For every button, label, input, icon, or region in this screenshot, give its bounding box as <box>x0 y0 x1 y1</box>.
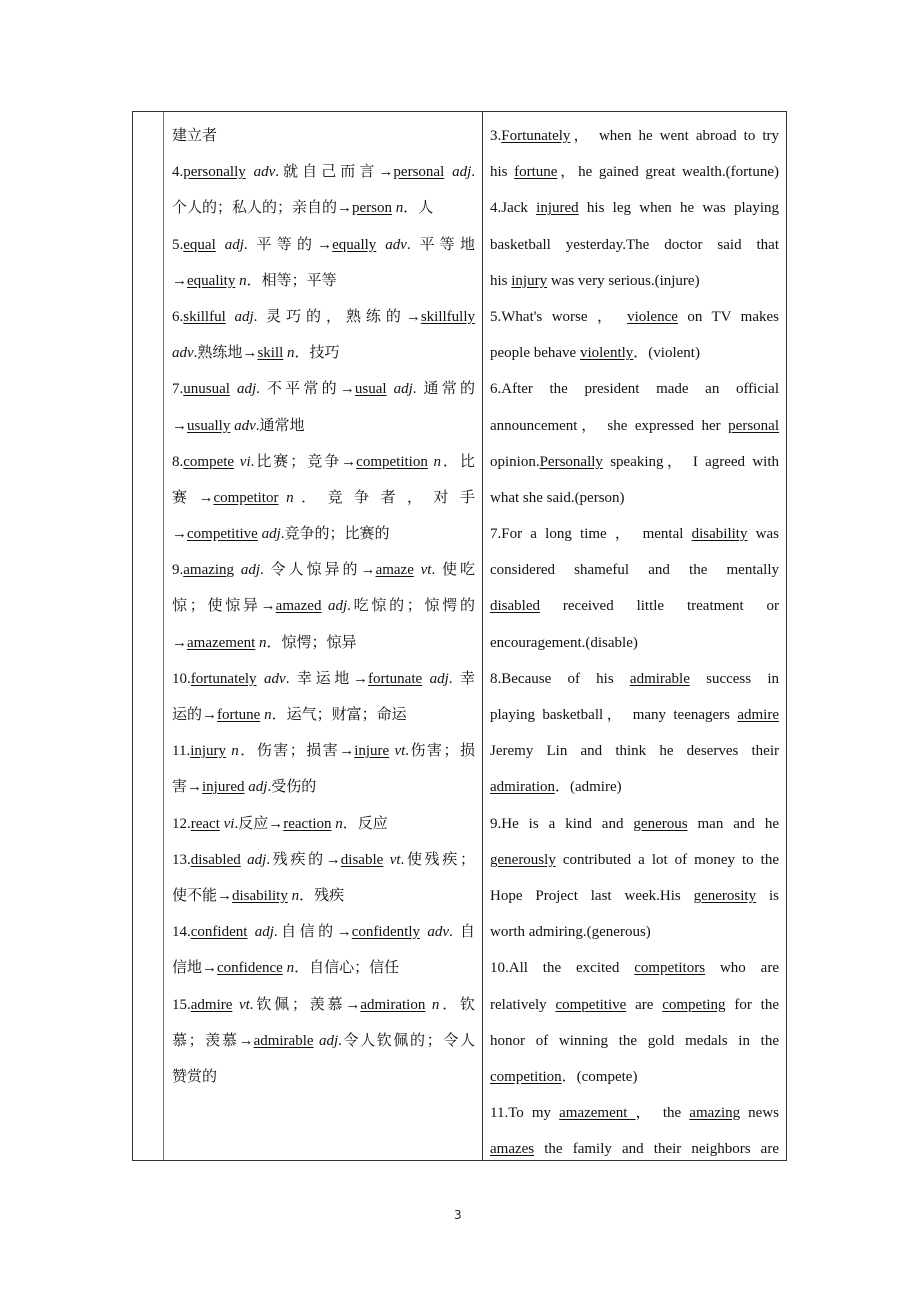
part-of-speech: adj <box>327 598 348 615</box>
text-segment <box>216 237 225 253</box>
text-segment: 11.To my <box>490 1105 560 1122</box>
part-of-speech: n <box>264 707 272 723</box>
part-of-speech: adj <box>393 381 413 398</box>
part-of-speech: adv <box>264 670 286 687</box>
text-line <box>490 371 779 407</box>
text-segment: 建立者 <box>172 128 218 144</box>
text-segment: was very serious.(injure) <box>547 272 700 289</box>
text-line <box>172 516 475 552</box>
text-line <box>172 190 475 226</box>
text-segment: .吃惊的；惊愕的 <box>347 598 475 615</box>
answer-word: personal <box>728 417 779 434</box>
text-segment: 10. <box>172 670 191 687</box>
text-line <box>490 842 779 878</box>
text-segment: relatively <box>490 996 556 1013</box>
part-of-speech: n <box>259 634 267 651</box>
text-segment: Hope Project last week.His <box>490 887 694 904</box>
answer-word: violence <box>627 308 678 325</box>
text-segment <box>234 562 241 578</box>
text-segment: success in <box>689 670 779 687</box>
text-segment: ．(admire) <box>554 779 622 796</box>
answer-word: Fortunately <box>501 128 571 144</box>
text-segment: .令人钦佩的；令人 <box>338 1032 475 1049</box>
text-line <box>490 1059 779 1095</box>
text-segment: ，he gained great wealth.(fortune) <box>557 164 779 181</box>
text-segment: . 幸 <box>448 670 475 687</box>
text-segment: ， when he went abroad to try <box>570 128 779 144</box>
text-segment <box>376 237 385 253</box>
text-segment: 12. <box>172 815 191 832</box>
answer-word: fortune <box>217 707 261 723</box>
answer-word: competing <box>662 996 726 1013</box>
text-line <box>490 1023 779 1059</box>
text-line <box>490 263 779 299</box>
part-of-speech: vt <box>238 996 250 1013</box>
text-segment: for the <box>725 996 779 1013</box>
text-line <box>172 769 475 805</box>
answer-word: disabled <box>190 851 241 868</box>
text-segment: ， the <box>635 1105 690 1122</box>
text-line <box>490 806 779 842</box>
answer-word: equally <box>332 236 377 253</box>
part-of-speech: n <box>431 996 440 1013</box>
answer-word: generous <box>633 815 688 832</box>
part-of-speech: adj <box>248 779 268 796</box>
text-line <box>490 118 779 154</box>
text-segment: ．技巧 <box>294 345 340 362</box>
answer-word: generosity <box>693 887 757 904</box>
text-segment: 6. <box>172 308 184 325</box>
text-segment: considered shameful and the mentally <box>490 562 779 579</box>
text-segment: → <box>172 272 187 289</box>
answer-word: personally <box>183 164 246 181</box>
answer-word: skillful <box>183 308 226 325</box>
part-of-speech: vi <box>239 453 251 470</box>
text-segment: on TV makes <box>677 308 779 325</box>
text-segment: ． 竞 争 者 ， 对 手 <box>293 489 475 506</box>
text-line <box>172 733 475 769</box>
answer-word: amazement <box>187 634 256 651</box>
text-segment: 3. <box>490 128 502 144</box>
text-segment: opinion. <box>490 453 540 470</box>
answer-word: Personally <box>539 453 603 470</box>
part-of-speech: n <box>287 345 295 362</box>
text-segment: .伤害；损 <box>405 743 475 760</box>
text-line <box>172 806 475 842</box>
text-segment: received little treatment or <box>540 598 779 615</box>
text-segment: ．反应 <box>342 815 388 832</box>
part-of-speech: adv <box>427 924 449 941</box>
answer-word: competitors <box>634 960 706 977</box>
text-segment: ．伤害；损害→ <box>238 743 355 760</box>
part-of-speech: n <box>286 960 295 977</box>
answer-word: confidence <box>217 960 283 977</box>
answer-word: competition <box>490 1068 562 1085</box>
text-segment: .通常地 <box>255 417 305 434</box>
answer-word: admirable <box>253 1032 314 1049</box>
text-segment: ．运气；财富；命运 <box>271 707 407 723</box>
answer-word: injure <box>354 743 390 760</box>
text-line <box>490 661 779 697</box>
text-segment: Jeremy Lin and think he deserves their <box>490 743 779 760</box>
text-segment: .钦佩；羡慕→ <box>249 996 361 1013</box>
answer-word: injury <box>190 743 227 760</box>
part-of-speech: n <box>286 489 294 506</box>
answer-word: personal <box>393 164 445 181</box>
text-line <box>490 1095 779 1131</box>
answer-word: injury <box>511 272 548 289</box>
text-segment: 4.Jack <box>490 200 537 217</box>
text-segment: → <box>172 526 187 543</box>
text-segment: 7. <box>172 381 184 398</box>
text-segment: → <box>172 634 187 651</box>
answer-word: skill <box>257 345 284 362</box>
part-of-speech: adj <box>429 670 449 687</box>
part-of-speech: adj <box>224 236 244 253</box>
text-line <box>172 914 475 950</box>
part-of-speech: n <box>239 272 247 289</box>
text-segment: .受伤的 <box>267 779 317 796</box>
text-segment: 14. <box>172 924 191 941</box>
part-of-speech: adj <box>240 562 260 579</box>
answer-word: amazed <box>275 598 322 615</box>
answer-word: disabled <box>490 598 540 615</box>
answer-word: violently <box>579 345 634 362</box>
text-line <box>490 625 779 661</box>
text-segment: ．残疾 <box>299 887 345 904</box>
text-segment: . 不平常的→ <box>256 381 355 398</box>
text-segment <box>422 671 429 687</box>
part-of-speech: n <box>335 815 343 832</box>
text-segment: basketball yesterday.The doctor said that <box>490 236 779 253</box>
text-segment: ．相等；平等 <box>246 272 337 289</box>
text-segment: 9.He is a kind and <box>490 815 634 832</box>
text-segment: . 令人惊异的→ <box>260 562 376 579</box>
part-of-speech: adv <box>234 417 256 434</box>
text-segment: 13. <box>172 851 191 868</box>
part-of-speech: adv <box>385 236 407 253</box>
part-of-speech: adj <box>236 381 257 398</box>
exercise-sentences-column <box>483 112 786 1160</box>
text-line <box>490 588 779 624</box>
answer-word: usual <box>354 381 387 398</box>
part-of-speech: vt <box>420 562 432 579</box>
answer-word: competitor <box>213 489 279 506</box>
text-segment: 8.Because of his <box>490 670 630 687</box>
text-segment: .反应→ <box>234 815 284 832</box>
text-line <box>172 878 475 914</box>
text-segment: .残疾的→ <box>266 851 341 868</box>
part-of-speech: adj <box>234 308 254 325</box>
text-segment: the family and their neighbors are <box>534 1141 779 1158</box>
part-of-speech: vi <box>223 815 235 832</box>
part-of-speech: adj <box>318 1032 339 1049</box>
part-of-speech: adj <box>452 164 472 181</box>
text-segment: his <box>490 164 515 181</box>
text-segment <box>247 924 254 940</box>
part-of-speech: n <box>291 887 300 904</box>
text-segment: ．惊愕；惊异 <box>266 634 357 651</box>
part-of-speech: n <box>231 743 239 760</box>
answer-word: admiration <box>490 779 555 796</box>
text-segment: . 通常的 <box>412 381 475 398</box>
answer-word: person <box>352 200 393 217</box>
text-line <box>490 769 779 805</box>
text-segment: . 幸运地→ <box>285 670 369 687</box>
text-line <box>172 299 475 335</box>
text-segment: 运的→ <box>172 707 218 723</box>
text-line <box>490 1131 779 1167</box>
text-line <box>172 371 475 407</box>
text-segment: .就自己而言→ <box>275 164 394 181</box>
text-segment: 11. <box>172 743 191 760</box>
text-segment: .使残疾； <box>400 851 475 868</box>
text-line <box>490 516 779 552</box>
text-line <box>172 842 475 878</box>
text-segment <box>387 381 394 397</box>
answer-word: generously <box>490 851 556 868</box>
text-segment: 使不能→ <box>172 887 233 904</box>
text-segment: man and he <box>687 815 779 832</box>
text-segment: .熟练地→ <box>193 345 258 362</box>
text-line <box>490 335 779 371</box>
text-line <box>172 552 475 588</box>
text-line <box>490 914 779 950</box>
text-segment: 7.For a long time ， mental <box>490 526 692 543</box>
text-segment <box>257 671 264 687</box>
answer-word: react <box>190 815 220 832</box>
answer-word: competitive <box>187 526 258 543</box>
text-line <box>490 408 779 444</box>
answer-word: usually <box>187 417 231 434</box>
text-segment: worth admiring.(generous) <box>490 924 651 941</box>
answer-word: competition <box>356 453 428 470</box>
text-segment: 8. <box>172 453 184 470</box>
text-segment: what she said.(person) <box>490 489 625 506</box>
text-segment: . 使吃 <box>431 562 475 579</box>
answer-word: disability <box>691 526 748 543</box>
text-segment: . 自 <box>448 924 475 941</box>
text-segment: 个人的；私人的；亲自的→ <box>172 200 353 217</box>
part-of-speech: vt <box>389 851 401 868</box>
text-line <box>172 625 475 661</box>
text-line <box>490 878 779 914</box>
text-line <box>490 480 779 516</box>
text-segment: → <box>172 417 187 434</box>
answer-word: fortunately <box>190 670 257 687</box>
answer-word: equal <box>183 236 216 253</box>
part-of-speech: adj <box>247 851 267 868</box>
text-segment: 9. <box>172 562 184 579</box>
text-segment: encouragement.(disable) <box>490 634 638 651</box>
text-segment: his leg when he was playing <box>578 200 779 217</box>
text-line <box>490 552 779 588</box>
text-segment: ．(violent) <box>633 345 700 362</box>
text-line <box>490 444 779 480</box>
text-line <box>490 950 779 986</box>
text-segment: are <box>626 996 663 1013</box>
text-line <box>172 118 475 154</box>
answer-word: admirable <box>629 670 690 687</box>
text-line <box>172 1059 475 1095</box>
answer-word: amaze <box>375 562 414 579</box>
answer-word: disable <box>340 851 384 868</box>
answer-word: skillfully <box>420 308 475 325</box>
answer-word: amazement <box>559 1105 636 1122</box>
text-segment: . 平等的→ <box>243 236 333 253</box>
text-line <box>172 661 475 697</box>
text-line <box>172 480 475 516</box>
text-segment: .竞争的；比赛的 <box>280 526 390 543</box>
part-of-speech: vt <box>394 743 406 760</box>
text-segment: 15. <box>172 996 191 1013</box>
answer-word: fortunate <box>368 670 423 687</box>
text-segment: 害→ <box>172 779 203 796</box>
text-segment: contributed a lot of money to the <box>555 851 779 868</box>
text-segment: 信地→ <box>172 960 218 977</box>
text-segment: playing basketball， many teenagers <box>490 707 738 723</box>
text-line <box>490 227 779 263</box>
text-segment: 惊；使惊异→ <box>172 598 276 615</box>
text-line <box>490 190 779 226</box>
part-of-speech: adj <box>261 526 281 543</box>
page-number: 3 <box>454 1208 462 1222</box>
text-line <box>172 1023 475 1059</box>
text-line <box>172 408 475 444</box>
answer-word: confidently <box>351 924 421 941</box>
text-segment <box>230 381 237 397</box>
answer-word: fortune <box>514 164 558 181</box>
text-segment: 10.All the excited <box>490 960 635 977</box>
answer-word: disability <box>232 887 288 904</box>
text-line <box>172 588 475 624</box>
answer-word: amazing <box>689 1105 741 1122</box>
text-segment: ．(compete) <box>561 1068 638 1085</box>
text-segment: ．自信心；信任 <box>294 960 400 977</box>
text-segment: ．钦 <box>439 996 475 1013</box>
answer-word: amazing <box>183 562 235 579</box>
text-segment: news <box>740 1105 779 1122</box>
vocabulary-table <box>132 111 787 1161</box>
text-line <box>172 154 475 190</box>
text-line <box>490 697 779 733</box>
text-segment: who are <box>705 960 779 977</box>
text-line <box>172 227 475 263</box>
text-segment: ．比 <box>441 453 475 470</box>
answer-word: equality <box>187 272 236 289</box>
text-line <box>490 154 779 190</box>
text-segment: 赞赏的 <box>172 1068 218 1085</box>
text-segment <box>414 562 421 578</box>
part-of-speech: adv <box>253 164 276 181</box>
text-segment: . 平等地 <box>406 236 475 253</box>
text-line <box>172 950 475 986</box>
text-segment: .自信的→ <box>273 924 352 941</box>
text-segment <box>246 164 254 180</box>
text-segment: 慕；羡慕→ <box>172 1032 254 1049</box>
answer-word: competitive <box>555 996 627 1013</box>
text-line <box>490 987 779 1023</box>
text-segment: 5. <box>172 236 184 253</box>
part-of-speech: n <box>433 453 442 470</box>
text-segment: people behave <box>490 345 580 362</box>
word-forms-column <box>164 112 483 1160</box>
text-segment: . <box>471 164 475 181</box>
text-segment: . 灵巧的，熟练的→ <box>253 308 421 325</box>
part-of-speech: adv <box>172 345 194 362</box>
text-segment: .比赛；竞争→ <box>250 453 357 470</box>
answer-word: amazes <box>490 1141 535 1158</box>
text-segment: announcement， she expressed her <box>490 417 729 434</box>
text-line <box>172 335 475 371</box>
answer-word: reaction <box>283 815 332 832</box>
text-line <box>172 987 475 1023</box>
text-segment: was <box>747 526 779 543</box>
text-segment: ．人 <box>403 200 434 217</box>
text-segment: 4. <box>172 164 184 181</box>
text-segment <box>278 490 286 506</box>
text-line <box>172 444 475 480</box>
text-segment: his <box>490 272 512 289</box>
answer-word: injured <box>536 200 579 217</box>
text-segment: 5.What's worse ， <box>490 308 628 325</box>
text-line <box>172 263 475 299</box>
answer-word: unusual <box>183 381 230 398</box>
answer-word: admiration <box>360 996 426 1013</box>
table-margin-column <box>133 112 164 1160</box>
text-segment: speaking， I agreed with <box>602 453 779 470</box>
answer-word: injured <box>202 779 245 796</box>
text-segment <box>444 164 452 180</box>
answer-word: admire <box>190 996 233 1013</box>
text-line <box>172 697 475 733</box>
text-line <box>490 733 779 769</box>
answer-word: confident <box>190 924 248 941</box>
text-segment: 6.After the president made an official <box>490 381 779 398</box>
answer-word: admire <box>737 707 779 723</box>
text-segment: 赛 → <box>172 489 214 506</box>
text-segment: honor of winning the gold medals in the <box>490 1032 779 1049</box>
part-of-speech: n <box>395 200 404 217</box>
answer-word: compete <box>183 453 235 470</box>
text-line <box>490 299 779 335</box>
text-segment: is <box>756 887 779 904</box>
part-of-speech: adj <box>254 924 274 941</box>
